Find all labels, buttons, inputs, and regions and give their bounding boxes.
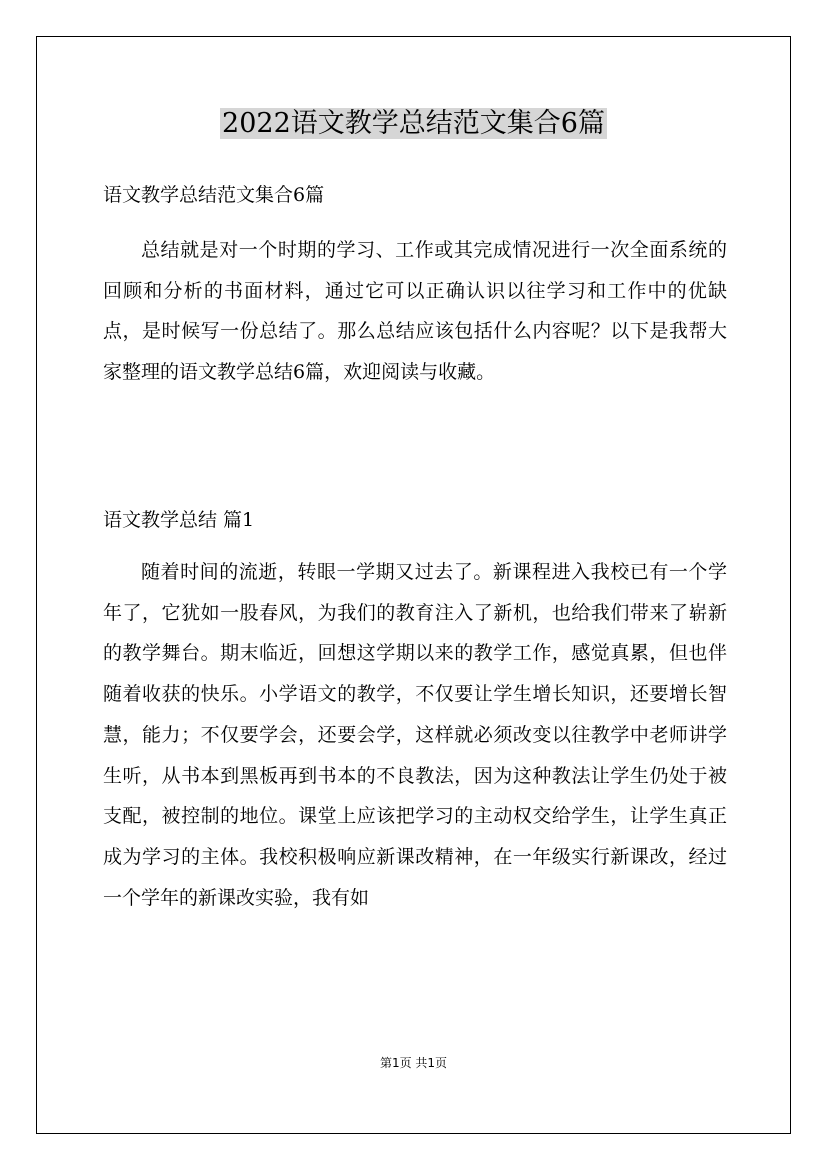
section-paragraph: 随着时间的流逝，转眼一学期又过去了。新课程进入我校已有一个学年了，它犹如一股春风，为我们的教育注入了新机，也给我们带来了崭新的教学舞台。期末临近，回想这学期以来的教学工作，感觉真累，但也伴随着收获的快乐。小学语文的教学，不仅要让学生增长知识，还要增长智慧，能力；不仅要学会，还要会学，这样就必须改变以往教学中老师讲学生听，从书本到黑板再到书本的不良教法，因为这种教法让学生仍处于被支配，被控制的地位。课堂上应该把学习的主动权交给学生，让学生真正成为学习的主体。我校积极响应新课改精神，在一年级实行新课改，经过一个学年的新课改实验，我有如: [103, 561, 727, 909]
section-heading: 语文教学总结 篇1: [103, 509, 255, 531]
page-footer: 第1页 共1页: [379, 1056, 448, 1070]
document-subtitle: 语文教学总结范文集合6篇: [103, 184, 325, 206]
intro-paragraph: 总结就是对一个时期的学习、工作或其完成情况进行一次全面系统的回顾和分析的书面材料，通过它可以正确认识以往学习和工作中的优缺点，是时候写一份总结了。那么总结应该包括什么内容呢？以下是我帮大家整理的语文教学总结6篇，欢迎阅读与收藏。: [103, 239, 727, 383]
document-title-text: 2022语文教学总结范文集合6篇: [222, 108, 605, 139]
document-title: [0, 98, 827, 150]
